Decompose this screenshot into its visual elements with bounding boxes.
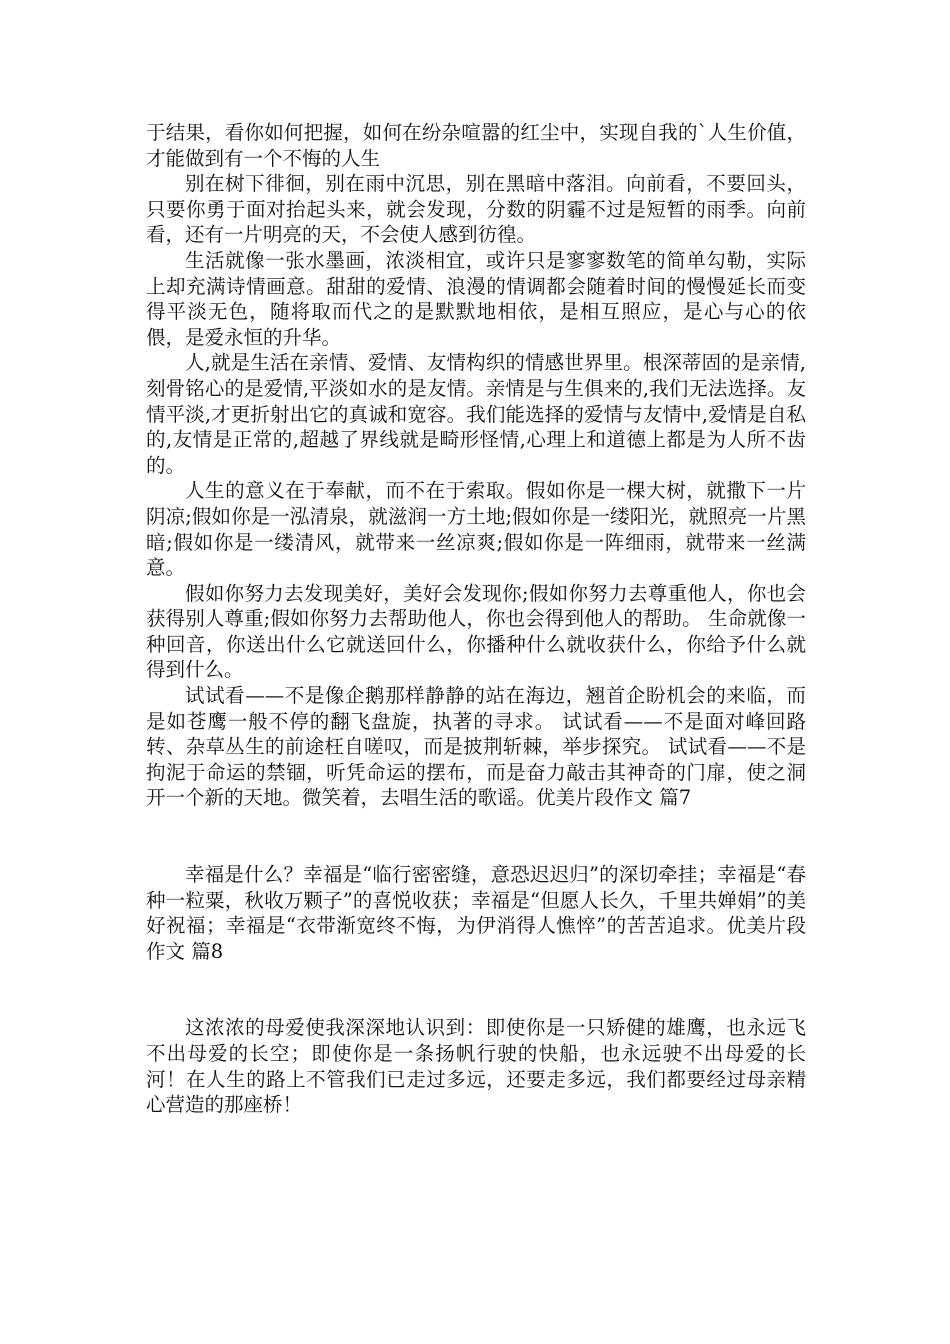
paragraph-8: 幸福是什么？幸福是“临行密密缝，意恐迟迟归”的深切牵挂；幸福是“春种一粒粟，秋收万颗子”的喜悦收获；幸福是“但愿人长久，千里共婵娟”的美好祝福；幸福是“衣带渐宽终不悔，为伊消得人憔悴”的苦苦追求。优美片段作文 篇8 <box>146 863 806 963</box>
paragraph-4: 人,就是生活在亲情、爱情、友情构织的情感世界里。根深蒂固的是亲情,刻骨铭心的是爱情,平淡如水的是友情。亲情是与生俱来的,我们无法选择。友情平淡,才更折射出它的真诚和宽容。我们能选择的爱情与友情中,爱情是自私的,友情是正常的,超越了界线就是畸形怪情,心理上和道德上都是为人所不齿的。 <box>146 351 806 477</box>
paragraph-1: 于结果，看你如何把握，如何在纷杂喧嚣的红尘中，实现自我的`人生价值，才能做到有一个不悔的人生 <box>146 121 806 170</box>
document-page <box>146 120 806 1118</box>
paragraph-9: 这浓浓的母爱使我深深地认识到：即使你是一只矫健的雄鹰，也永远飞不出母爱的长空；即使你是一条扬帆行驶的快船，也永远驶不出母爱的长河！在人生的路上不管我们已走过多远，还要走多远，我们都要经过母亲精心营造的那座桥！ <box>146 1016 806 1117</box>
section-gap <box>146 964 806 1015</box>
paragraph-7: 试试看——不是像企鹅那样静静的站在海边，翘首企盼机会的来临，而是如苍鹰一般不停的翻飞盘旋，执著的寻求。 试试看——不是面对峰回路转、杂草丛生的前途枉自嗟叹，而是披荆斩棘，举步探究。 试试看——不是拘泥于命运的禁锢，听凭命运的摆布，而是奋力敲击其神奇的门扉，使之洞开一个新的天地。微笑着，去唱生活的歌谣。优美片段作文 篇7 <box>146 684 806 810</box>
paragraph-3: 生活就像一张水墨画，浓淡相宜，或许只是寥寥数笔的简单勾勒，实际上却充满诗情画意。甜甜的爱情、浪漫的情调都会随着时间的慢慢延长而变得平淡无色，随将取而代之的是默默地相依，是相互照应，是心与心的依偎，是爱永恒的升华。 <box>146 248 806 349</box>
paragraph-2: 别在树下徘徊，别在雨中沉思，别在黑暗中落泪。向前看，不要回头，只要你勇于面对抬起头来，就会发现，分数的阴霾不过是短暂的雨季。向前看，还有一片明亮的天，不会使人感到彷徨。 <box>146 172 806 247</box>
paragraph-6: 假如你努力去发现美好，美好会发现你;假如你努力去尊重他人，你也会获得别人尊重;假如你努力去帮助他人，你也会得到他人的帮助。 生命就像一种回音，你送出什么它就送回什么，你播种什么就收获什么，你给予什么就得到什么。 <box>146 581 806 682</box>
paragraph-5: 人生的意义在于奉献，而不在于索取。假如你是一棵大树，就撒下一片阴凉;假如你是一泓清泉，就滋润一方土地;假如你是一缕阳光，就照亮一片黑暗;假如你是一缕清风，就带来一丝凉爽;假如你是一阵细雨，就带来一丝满意。 <box>146 479 806 580</box>
section-gap <box>146 811 806 862</box>
